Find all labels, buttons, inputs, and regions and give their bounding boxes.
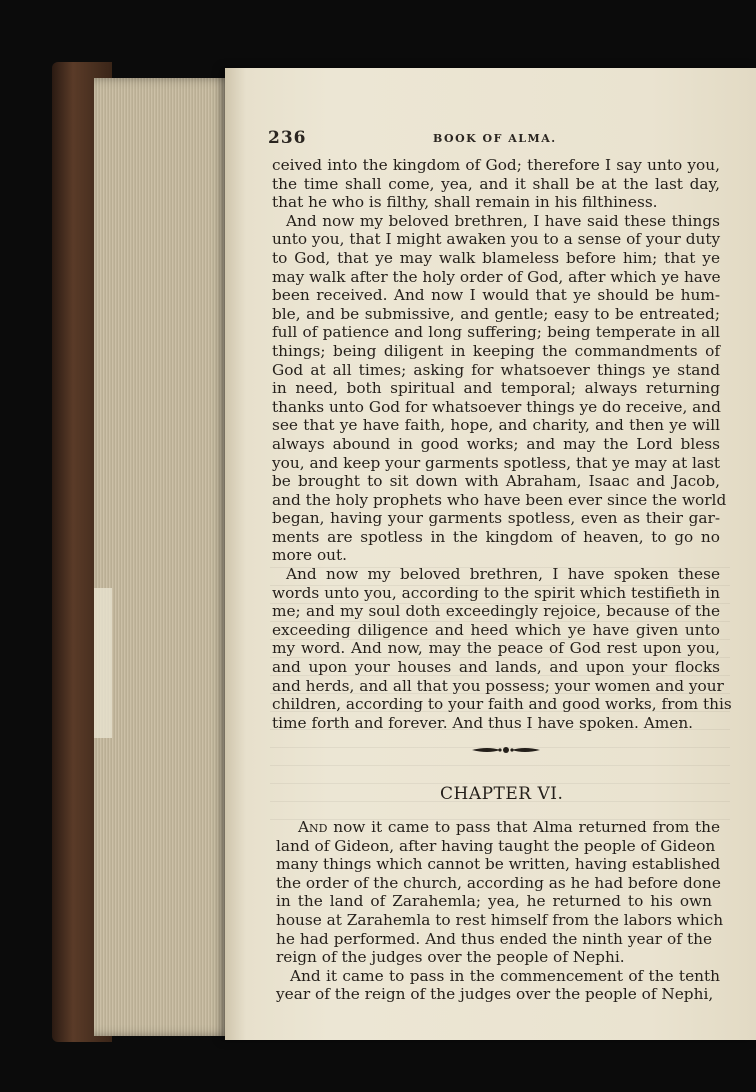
body-text-top: [272, 156, 732, 732]
text-line: [298, 818, 720, 837]
text-line: thanks unto God for whatsoever things ye do receive, and: [272, 397, 721, 416]
text-line: And it came to pass in the commencement of the tenth: [290, 966, 720, 985]
ornament-icon: [470, 742, 542, 758]
chapter-first-word: And: [298, 818, 328, 836]
text-line: that he who is filthy, shall remain in his filthiness.: [272, 193, 658, 212]
running-header: [268, 128, 738, 150]
text-line: God at all times; asking for whatsoever things ye stand: [272, 360, 720, 379]
text-line: in need, both spiritual and temporal; always returning: [272, 379, 720, 398]
text-line: the order of the church, according as he had before done: [276, 873, 721, 892]
text-line-rest: now it came to pass that Alma returned from the: [327, 818, 720, 836]
page-block-edge: [94, 78, 234, 1036]
text-line: reign of the judges over the people of Nephi.: [276, 948, 625, 967]
text-line: And now my beloved brethren, I have said these things: [286, 211, 720, 230]
text-line: year of the reign of the judges over the people of Nephi,: [276, 985, 714, 1004]
text-line: to God, that ye may walk blameless before him; that ye: [272, 248, 720, 267]
page-marker: [94, 588, 112, 738]
text-line: things; being diligent in keeping the commandments of: [272, 341, 720, 360]
page-number: 236: [268, 128, 307, 148]
text-line: ble, and be submissive, and gentle; easy to be entreated;: [272, 304, 720, 323]
text-line: and upon your houses and lands, and upon your flocks: [272, 658, 720, 677]
text-line: and the holy prophets who have been ever since the world: [272, 490, 727, 509]
text-line: and herds, and all that you possess; your women and your: [272, 676, 724, 695]
text-line: my word. And now, may the peace of God rest upon you,: [272, 639, 720, 658]
text-line: ments are spotless in the kingdom of heaven, to go no: [272, 527, 720, 546]
running-title: BOOK OF ALMA.: [433, 132, 557, 145]
text-line: And now my beloved brethren, I have spoken these: [286, 565, 720, 584]
text-line: been received. And now I would that ye should be hum-: [272, 286, 720, 305]
text-line: me; and my soul doth exceedingly rejoice, because of the: [272, 602, 720, 621]
text-line: be brought to sit down with Abraham, Isaac and Jacob,: [272, 472, 720, 491]
text-line: many things which cannot be written, having established: [276, 855, 721, 874]
chapter-heading: CHAPTER VI.: [440, 784, 564, 804]
text-line: exceeding diligence and heed which ye have given unto: [272, 620, 720, 639]
text-line: ceived into the kingdom of God; therefore I say unto you,: [272, 156, 720, 174]
text-line: full of patience and long suffering; being temperate in all: [272, 323, 720, 342]
text-line: he had performed. And thus ended the ninth year of the: [276, 929, 712, 948]
text-line: time forth and forever. And thus I have spoken. Amen.: [272, 713, 694, 732]
text-line: house at Zarahemla to rest himself from the labors which: [276, 910, 724, 929]
text-line: you, and keep your garments spotless, that ye may at last: [272, 453, 720, 472]
text-line: land of Gideon, after having taught the people of Gideon: [276, 836, 716, 855]
text-line: words unto you, according to the spirit which testifieth in: [272, 583, 720, 602]
text-line: children, according to your faith and good works, from this: [272, 695, 732, 714]
text-line: always abound in good works; and may the Lord bless: [272, 434, 720, 453]
text-line: may walk after the holy order of God, after which ye have: [272, 267, 721, 286]
text-line: more out.: [272, 546, 348, 565]
text-line: see that ye have faith, hope, and charity, and then ye will: [272, 416, 720, 435]
text-line: in the land of Zarahemla; yea, he returned to his own: [276, 892, 712, 911]
body-text-chapter: [276, 818, 724, 1004]
text-line: unto you, that I might awaken you to a sense of your duty: [272, 230, 721, 249]
text-line: began, having your garments spotless, even as their gar-: [272, 509, 720, 528]
text-line: the time shall come, yea, and it shall be at the last day,: [272, 174, 720, 193]
